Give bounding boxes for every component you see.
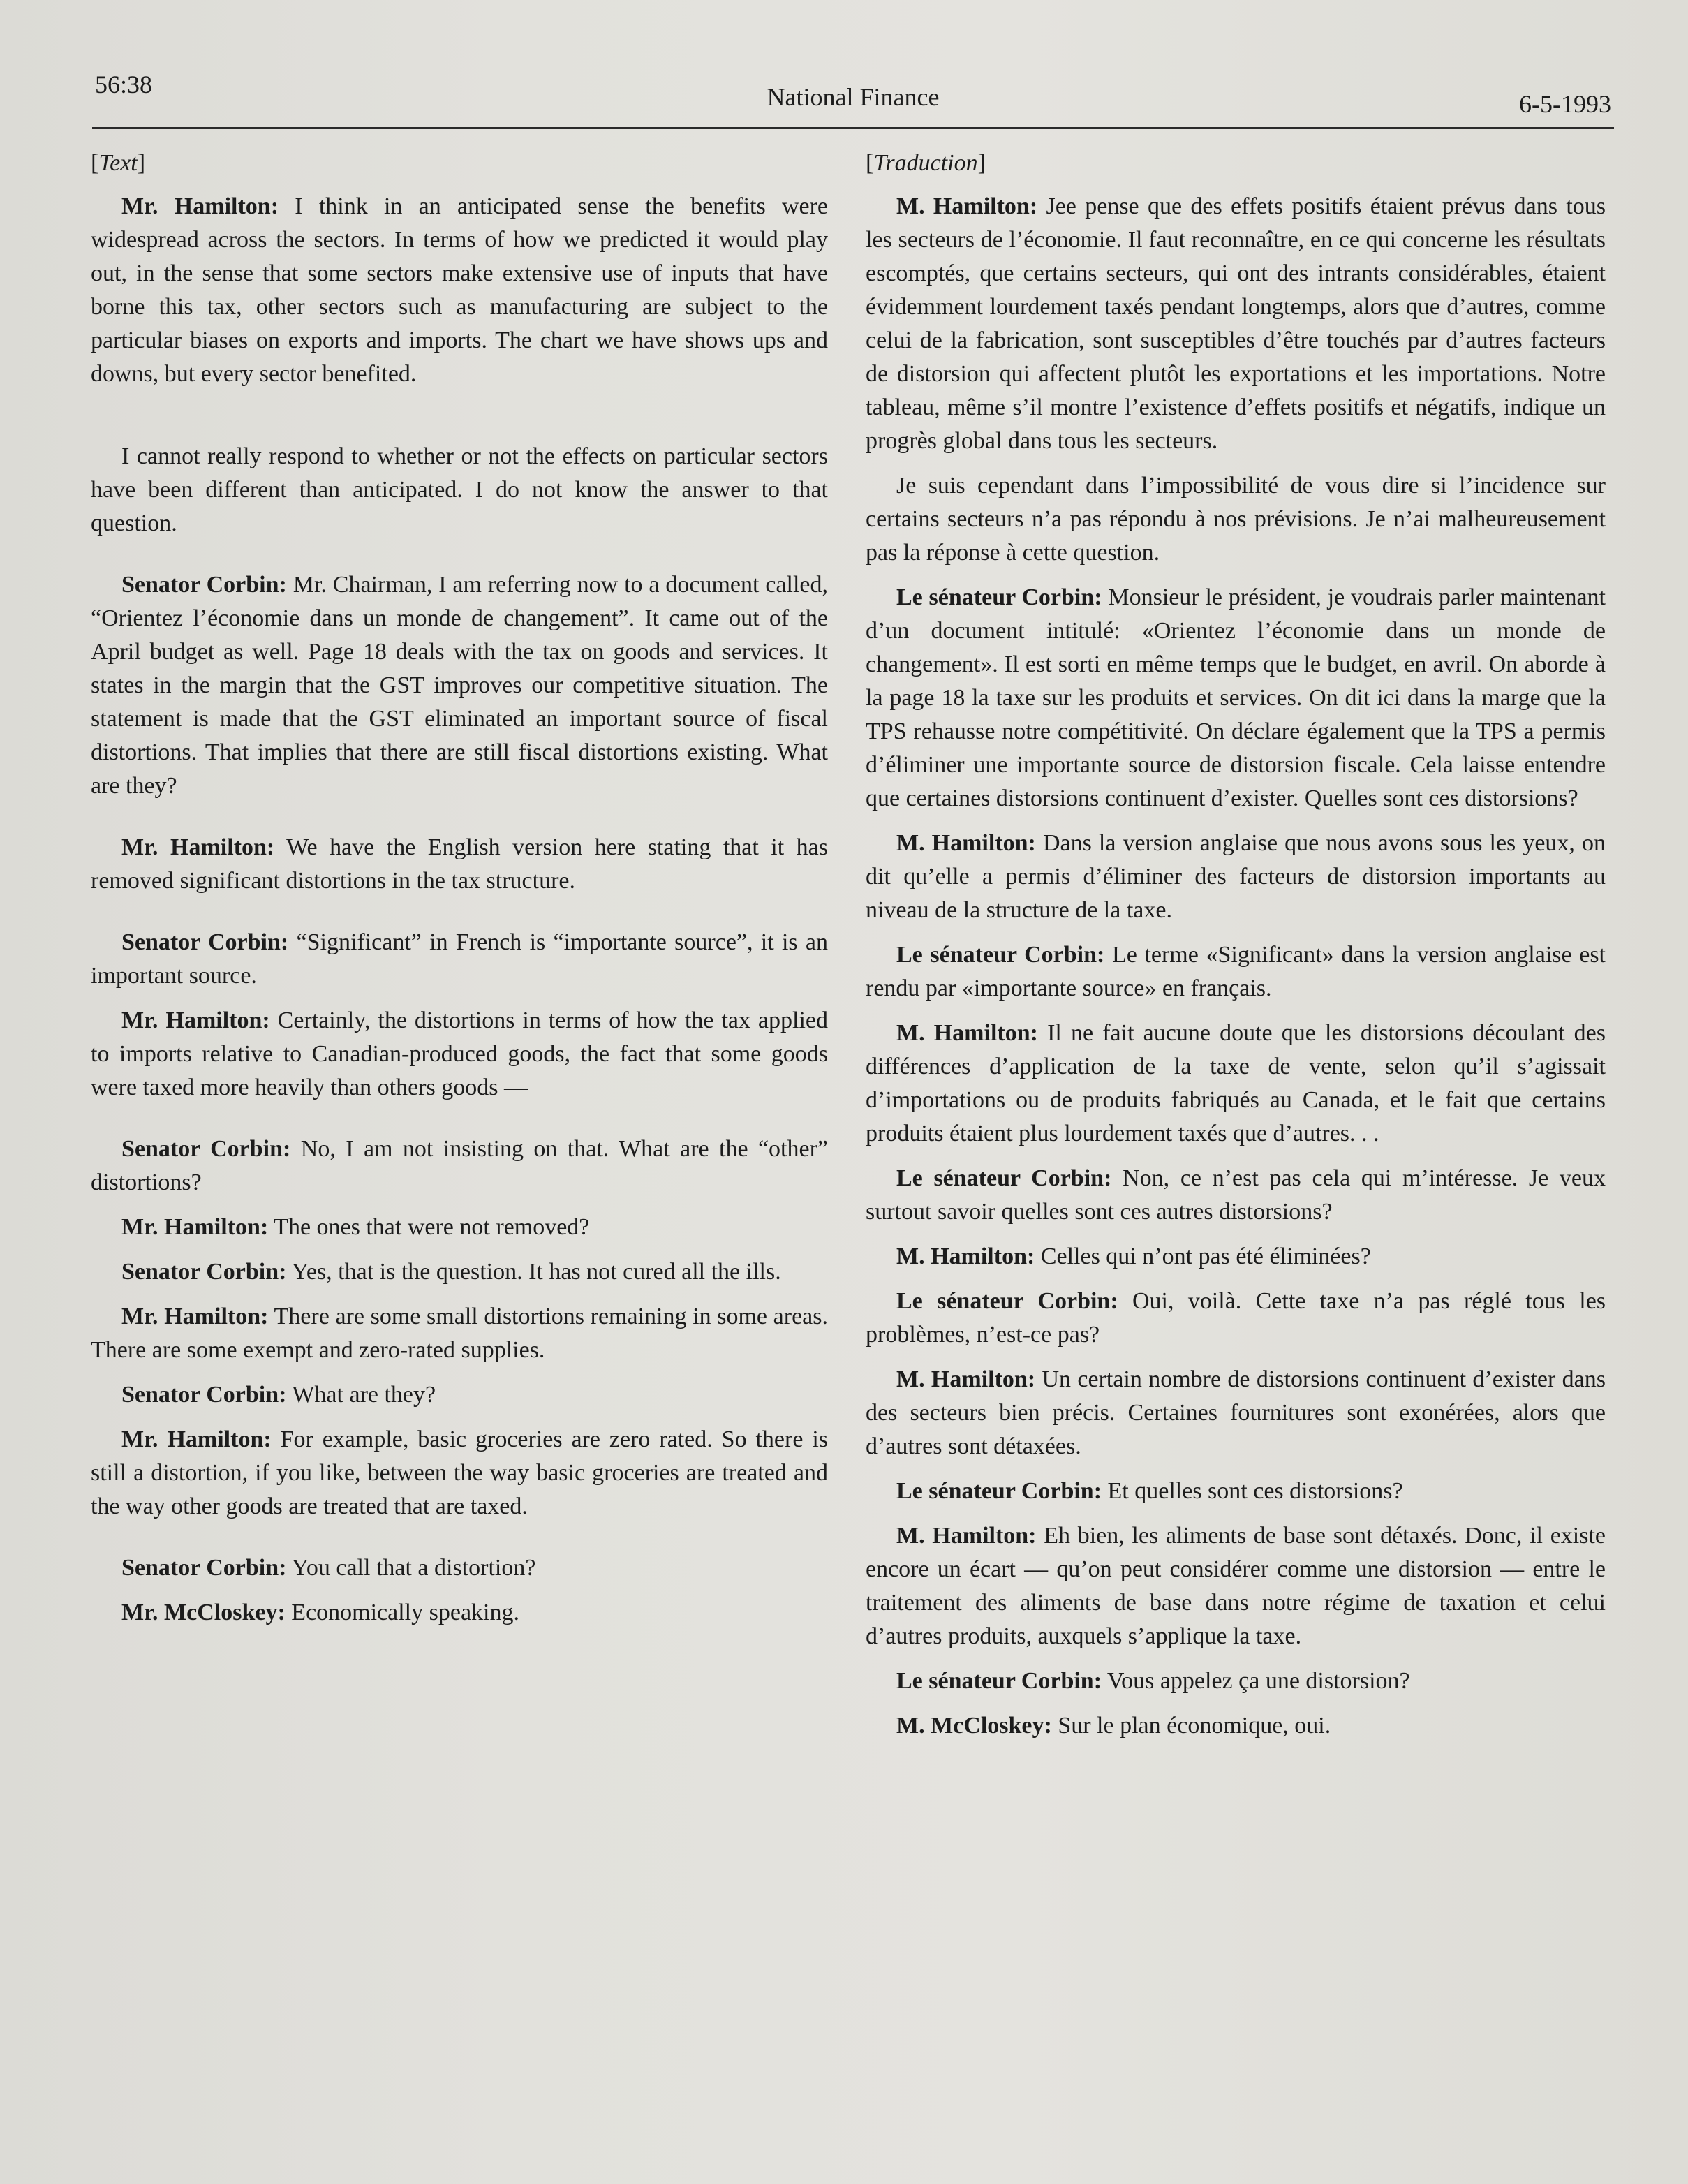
speaker: Le sénateur Corbin: (896, 942, 1105, 968)
paragraph: M. Hamilton: Jee pense que des effets positifs étaient prévus dans tous les secteurs de l’économie. Il faut reconnaître, en ce qui concerne les résultats escomptés, que certains secteurs, qui ont des intrants considérables, étaient évidemment lourdement taxés pendant longtemps, alors que d’autres, comme celui de la fabrication, sont susceptibles d’être touchés par d’autres facteurs de distorsion qui affectent plutôt les exportations et les importations. Notre tableau, même s’il montre l’existence d’effets positifs et négatifs, indique un progrès global dans tous les secteurs. (866, 193, 1606, 454)
paragraph: Senator Corbin: Yes, that is the question. It has not cured all the ills. (121, 1259, 781, 1285)
speaker: Le sénateur Corbin: (896, 1478, 1102, 1504)
paragraph: M. Hamilton: Dans la version anglaise que nous avons sous les yeux, on dit qu’elle a permis d’éliminer des facteurs de distorsion importants au niveau de la structure de la taxe. (866, 830, 1606, 923)
speaker: Senator Corbin: (121, 572, 287, 598)
speaker: Mr. Hamilton: (121, 834, 275, 860)
paragraph: Mr. McCloskey: Economically speaking. (121, 1600, 519, 1625)
speaker: Le sénateur Corbin: (896, 584, 1102, 610)
paragraph: Senator Corbin: “Significant” in French is “importante source”, it is an important source. (91, 929, 828, 989)
speaker: M. Hamilton: (896, 1244, 1035, 1269)
speaker: Le sénateur Corbin: (896, 1288, 1118, 1314)
paragraph: Le sénateur Corbin: Non, ce n’est pas cela qui m’intéresse. Je veux surtout savoir quelles sont ces autres distorsions? (866, 1165, 1606, 1225)
paragraph: Senator Corbin: What are they? (121, 1382, 436, 1408)
paragraph: I cannot really respond to whether or not the effects on particular sectors have been different than anticipated. I do not know the answer to that question. (91, 443, 828, 536)
paragraph: Le sénateur Corbin: Vous appelez ça une distorsion? (896, 1668, 1410, 1694)
paragraph: M. Hamilton: Eh bien, les aliments de base sont détaxés. Donc, il existe encore un écart — qu’on peut considérer comme une distorsion — entre le traitement des aliments de base dans notre régime de taxation et celui d’autres produits, auxquels s’applique la taxe. (866, 1523, 1606, 1649)
speaker: Senator Corbin: (121, 929, 289, 955)
speaker: Mr. Hamilton: (121, 193, 279, 219)
paragraph: Senator Corbin: Mr. Chairman, I am referring now to a document called, “Orientez l’économie dans un monde de changement”. It came out of the April budget as well. Page 18 deals with the tax on goods and services. It states in the margin that the GST improves our competitive situation. The statement is made that the GST eliminated an important source of fiscal distortions. That implies that there are still fiscal distortions existing. What are they? (91, 572, 829, 799)
speaker: M. Hamilton: (896, 193, 1038, 219)
paragraph: Mr. Hamilton: The ones that were not removed? (121, 1214, 590, 1240)
header-date: 6-5-1993 (1519, 90, 1611, 118)
speaker: Mr. Hamilton: (121, 1008, 270, 1033)
speaker: Le sénateur Corbin: (896, 1165, 1112, 1191)
speaker: Senator Corbin: (121, 1555, 287, 1581)
speaker: M. Hamilton: (896, 1366, 1036, 1392)
paragraph: Le sénateur Corbin: Monsieur le président, je voudrais parler maintenant d’un document intitulé: «Orientez l’économie dans un monde de changement». Il est sorti en même temps que le budget, en avril. On aborde à la page 18 la taxe sur les produits et services. On dit ici dans la marge que la TPS rehausse notre compétitivité. On déclare également que la TPS a permis d’éliminer une importante source de distorsion fiscale. Cela laisse entendre que certaines distorsions continuent d’exister. Quelles sont ces distorsions? (866, 584, 1606, 811)
speaker: M. McCloskey: (896, 1713, 1052, 1739)
running-title: National Finance (767, 83, 940, 111)
paragraph: Mr. Hamilton: Certainly, the distortions in terms of how the tax applied to imports relative to Canadian-produced goods, the fact that some goods were taxed more heavily than others goods — (91, 1008, 828, 1100)
speaker: Senator Corbin: (121, 1136, 291, 1162)
speaker: M. Hamilton: (896, 830, 1036, 856)
paragraph: Mr. Hamilton: I think in an anticipated sense the benefits were widespread across the sectors. In terms of how we predicted it would play out, in the sense that some sectors make extensive use of inputs that have borne this tax, other sectors such as manufacturing are subject to the particular biases on exports and imports. The chart we have shows ups and downs, but every sector benefited. (91, 193, 828, 387)
english-column (91, 147, 828, 1641)
paragraph: Le sénateur Corbin: Et quelles sont ces distorsions? (896, 1478, 1403, 1504)
page-reference: 56:38 (95, 71, 153, 98)
column-label: [Traduction] (866, 150, 986, 176)
speaker: Senator Corbin: (121, 1382, 287, 1408)
paragraph: M. Hamilton: Celles qui n’ont pas été éliminées? (896, 1244, 1371, 1269)
paragraph: M. Hamilton: Il ne fait aucune doute que les distorsions découlant des différences d’application de la taxe de vente, selon qu’il s’agissait d’importations ou de produits fabriqués au Canada, et le fait que certains produits étaient plus lourdement taxés que d’autres. . . (866, 1020, 1606, 1146)
paragraph: Mr. Hamilton: There are some small distortions remaining in some areas. There are some exempt and zero-rated supplies. (91, 1304, 829, 1363)
speaker: Mr. Hamilton: (121, 1426, 272, 1452)
paragraph: Le sénateur Corbin: Le terme «Significant» dans la version anglaise est rendu par «importante source» en français. (866, 942, 1606, 1001)
paragraph: Mr. Hamilton: We have the English version here stating that it has removed significant distortions in the tax structure. (91, 834, 828, 894)
paragraph: Le sénateur Corbin: Oui, voilà. Cette taxe n’a pas réglé tous les problèmes, n’est-ce pas? (866, 1288, 1606, 1348)
paragraph: Senator Corbin: You call that a distortion? (121, 1555, 536, 1581)
speaker: Mr. McCloskey: (121, 1600, 286, 1625)
speaker: Le sénateur Corbin: (896, 1668, 1102, 1694)
french-column (866, 147, 1606, 1754)
speaker: M. Hamilton: (896, 1020, 1038, 1046)
speaker: M. Hamilton: (896, 1523, 1037, 1549)
speaker: Mr. Hamilton: (121, 1214, 269, 1240)
paragraph: Senator Corbin: No, I am not insisting on that. What are the “other” distortions? (91, 1136, 829, 1195)
paragraph: M. McCloskey: Sur le plan économique, oui. (896, 1713, 1331, 1739)
speaker: Mr. Hamilton: (121, 1304, 269, 1329)
speaker: Senator Corbin: (121, 1259, 287, 1285)
page-header (92, 67, 1614, 129)
paragraph: M. Hamilton: Un certain nombre de distorsions continuent d’exister dans des secteurs bien précis. Certaines fournitures sont exonérées, alors que d’autres sont détaxées. (866, 1366, 1606, 1459)
paragraph: Mr. Hamilton: For example, basic groceries are zero rated. So there is still a distortion, if you like, between the way basic groceries are treated and the way other goods are treated that are taxed. (91, 1426, 828, 1519)
paragraph: Je suis cependant dans l’impossibilité de vous dire si l’incidence sur certains secteurs n’a pas répondu à nos prévisions. Je n’ai malheureusement pas la réponse à cette question. (866, 473, 1606, 566)
column-label: [Text] (91, 150, 146, 176)
